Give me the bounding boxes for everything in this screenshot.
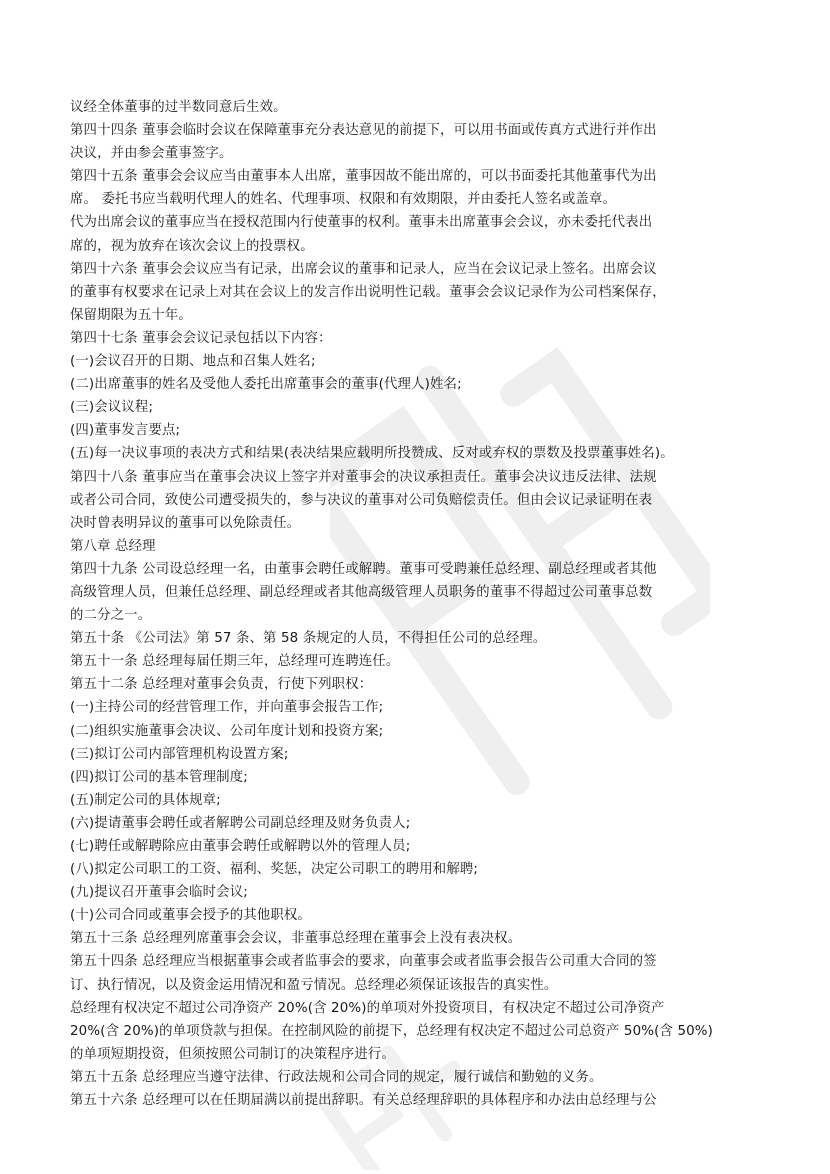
article-55: 第五十五条 总经理应当遵守法律、行政法规和公司合同的规定，履行诚信和勤勉的义务。 [70, 1069, 603, 1085]
list-item: (九)提议召开董事会临时会议; [70, 885, 248, 901]
article-50: 第五十条 《公司法》第 57 条、第 58 条规定的人员，不得担任公司的总经理。 [70, 631, 547, 647]
list-item: (五)每一决议事项的表决方式和结果(表决结果应载明所投赞成、反对或弃权的票数及投票董事姓名)。 [70, 446, 674, 462]
text-line: 决时曾表明异议的董事可以免除责任。 [70, 515, 301, 531]
chapter-heading: 第八章 总经理 [70, 538, 156, 554]
list-item: (十)公司合同或董事会授予的其他职权。 [70, 908, 311, 924]
text-line: 决议，并由参会董事签字。 [70, 146, 233, 162]
list-item: (一)主持公司的经营管理工作，并向董事会报告工作; [70, 700, 384, 716]
text-line: 的单项短期投资，但须按照公司制订的决策程序进行。 [70, 1046, 395, 1062]
article-52-line-1: 第五十二条 总经理对董事会负责，行使下列职权： [70, 677, 373, 693]
text-line: 总经理有权决定不超过公司净资产 20%(含 20%)的单项对外投资项目，有权决定不超过公司净资产 [70, 1000, 665, 1016]
text-line: 议经全体董事的过半数同意后生效。 [70, 100, 287, 115]
document-page [70, 96, 770, 1112]
list-item: (二)出席董事的姓名及受他人委托出席董事会的董事(代理人)姓名; [70, 377, 462, 393]
text-line: 订、执行情况，以及资金运用情况和盈亏情况。总经理必须保证该报告的真实性。 [70, 977, 558, 993]
article-51: 第五十一条 总经理每届任期三年，总经理可连聘连任。 [70, 654, 400, 670]
text-line: 保留期限为五十年。 [70, 307, 192, 323]
text-line: 的二分之一。 [70, 608, 152, 624]
list-item: (一)会议召开的日期、地点和召集人姓名; [70, 354, 316, 370]
text-line: 席的，视为放弃在该次会议上的投票权。 [70, 238, 314, 254]
text-line: 高级管理人员，但兼任总经理、副总经理或者其他高级管理人员职务的董事不得超过公司董事总数 [70, 584, 653, 600]
article-56-line-1: 第五十六条 总经理可以在任期届满以前提出辞职。有关总经理辞职的具体程序和办法由总经理与公 [70, 1093, 657, 1109]
text-line: 席。 委托书应当载明代理人的姓名、代理事项、权限和有效期限，并由委托人签名或盖章。 [70, 192, 617, 208]
list-item: (六)提请董事会聘任或者解聘公司副总经理及财务负责人; [70, 815, 411, 831]
article-49-line-1: 第四十九条 公司设总经理一名，由董事会聘任或解聘。董事可受聘兼任总经理、副总经理或者其他 [70, 561, 657, 577]
list-item: (二)组织实施董事会决议、公司年度计划和投资方案; [70, 723, 384, 739]
article-48-line-1: 第四十八条 董事应当在董事会决议上签字并对董事会的决议承担责任。董事会决议违反法律、法规 [70, 469, 657, 485]
article-46-line-1: 第四十六条 董事会会议应当有记录，出席会议的董事和记录人，应当在会议记录上签名。出席会议 [70, 261, 657, 277]
article-47-line-1: 第四十七条 董事会会议记录包括以下内容： [70, 330, 332, 346]
article-54-line-1: 第五十四条 总经理应当根据董事会或者监事会的要求，向董事会或者监事会报告公司重大合同的签 [70, 954, 657, 970]
text-line: 或者公司合同，致使公司遭受损失的，参与决议的董事对公司负赔偿责任。但由会议记录证明在表 [70, 492, 653, 508]
list-item: (三)会议议程; [70, 400, 154, 416]
text-line: 20%(含 20%)的单项贷款与担保。在控制风险的前提下，总经理有权决定不超过公司总资产 50%(含 50%) [70, 1023, 714, 1039]
list-item: (四)拟订公司的基本管理制度; [70, 769, 248, 785]
text-line: 的董事有权要求在记录上对其在会议上的发言作出说明性记载。董事会会议记录作为公司档案保存， [70, 284, 666, 300]
article-45-line-1: 第四十五条 董事会会议应当由董事本人出席，董事因故不能出席的，可以书面委托其他董事代为出 [70, 169, 657, 185]
list-item: (八)拟定公司职工的工资、福利、奖惩，决定公司职工的聘用和解聘; [70, 862, 479, 878]
list-item: (五)制定公司的具体规章; [70, 792, 221, 808]
text-line: 代为出席会议的董事应当在授权范围内行使董事的权利。董事未出席董事会会议，亦未委托代表出 [70, 215, 653, 231]
article-44-line-1: 第四十四条 董事会临时会议在保障董事充分表达意见的前提下，可以用书面或传真方式进行并作出 [70, 123, 657, 139]
article-53: 第五十三条 总经理列席董事会会议，非董事总经理在董事会上没有表决权。 [70, 931, 522, 947]
list-item: (七)聘任或解聘除应由董事会聘任或解聘以外的管理人员; [70, 839, 411, 854]
list-item: (四)董事发言要点; [70, 423, 181, 439]
list-item: (三)拟订公司内部管理机构设置方案; [70, 746, 289, 762]
